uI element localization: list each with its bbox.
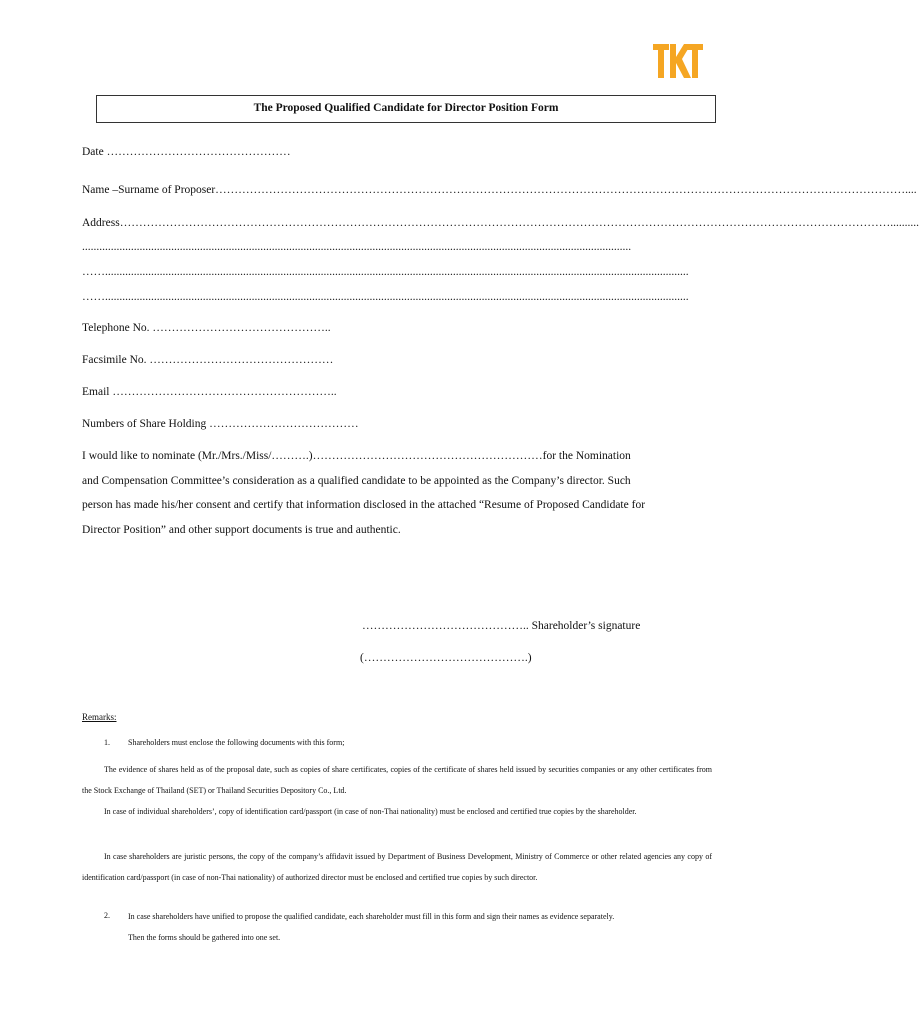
remark-item-1: Shareholders must enclose the following documents with this form; (128, 738, 345, 747)
proposer-name-field[interactable]: Name –Surname of Proposer……………………………………………………………………………………………………………………………………………………………….... (82, 184, 917, 196)
remark-number-2: 2. (104, 911, 110, 920)
nomination-line-4: Director Position” and other support documents is true and authentic. (82, 523, 401, 536)
remark-para-b (82, 801, 712, 822)
shareholder-signature-line[interactable]: …………………………………….. Shareholder’s signature (362, 620, 641, 632)
tkt-logo-icon (653, 44, 703, 78)
date-field[interactable]: Date ………………………………………… (82, 146, 291, 158)
remark-item-2-line-2: Then the forms should be gathered into one set. (128, 933, 281, 942)
remarks-heading: Remarks: (82, 712, 117, 722)
remark-para-a (82, 759, 712, 801)
shareholder-name-line[interactable]: (…………………………………….) (360, 652, 532, 664)
nomination-line-2: and Compensation Committee’s consideration as a qualified candidate to be appointed as the Company’s director. Such (82, 474, 631, 487)
address-line-4[interactable]: ……........................................................................................................................................................................................................... (82, 291, 689, 303)
facsimile-field[interactable]: Facsimile No. ………………………………………… (82, 354, 334, 366)
address-line-2[interactable]: ............................................................................................................................................................................................... (82, 241, 632, 253)
remark-para-b-text: In case of individual shareholders’, copy of identification card/passport (in case of non-Thai nationality) must be enclosed and certified true copies by the shareholder. (104, 807, 637, 816)
remark-item-2-line-1: In case shareholders have unified to propose the qualified candidate, each shareholder must fill in this form and sign their names as evidence separately. (128, 912, 615, 921)
company-logo (653, 44, 703, 78)
email-field[interactable]: Email ………………………………………………….. (82, 386, 337, 398)
share-holding-field[interactable]: Numbers of Share Holding ………………………………… (82, 418, 359, 430)
remark-item-2 (128, 906, 718, 948)
nomination-line-3: person has made his/her consent and certify that information disclosed in the attached “Resume of Proposed Candidate for (82, 499, 646, 511)
remark-number-1: 1. (104, 738, 110, 747)
remark-para-c-text: In case shareholders are juristic persons, the copy of the company’s affidavit issued by Department of Business Development, Ministry of Commerce or other related agencies any copy of identification card/passport (in case of non-Thai nationality) of authorized director must be enclosed and certified true copies by such director. (82, 852, 712, 882)
form-title: The Proposed Qualified Candidate for Director Position Form (253, 102, 559, 114)
remark-para-c (82, 846, 712, 888)
form-title-box (96, 95, 716, 123)
telephone-field[interactable]: Telephone No. ……………………………………….. (82, 322, 331, 334)
address-field[interactable]: Address………………………………………………………………………………………………………………………………………………………………………………….......... (82, 217, 919, 229)
remark-para-a-text: The evidence of shares held as of the proposal date, such as copies of share certificates, copies of the certificate of shares held issued by securities companies or any other certificates from the Stock Exchange of Thailand (SET) or Thailand Securities Depository Co., Ltd. (82, 765, 712, 795)
address-line-3[interactable]: ……........................................................................................................................................................................................................... (82, 266, 689, 278)
nomination-paragraph (82, 444, 722, 542)
nomination-line-1: I would like to nominate (Mr./Mrs./Miss/……….)……………………………………………………for the Nomination (82, 450, 631, 462)
